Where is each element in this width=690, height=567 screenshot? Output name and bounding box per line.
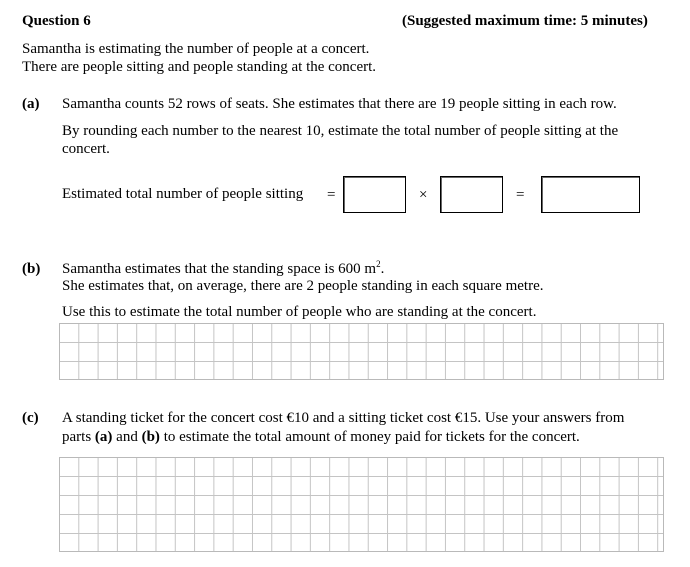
rounded-rows-input-box[interactable] (343, 176, 406, 213)
squared-superscript: 2 (376, 259, 381, 269)
part-a-line-3: concert. (62, 141, 110, 157)
part-c-label: (c) (22, 410, 39, 426)
part-a-reference: (a) (94, 429, 113, 445)
part-c-line-2-prefix: parts (62, 429, 95, 445)
estimated-sitting-total-input-box[interactable] (541, 176, 640, 213)
part-b-line-2: She estimates that, on average, there are 2 people standing in each square metre. (62, 278, 544, 294)
question-title: Question 6 (22, 13, 91, 29)
times-sign: × (419, 187, 428, 203)
intro-line-2: There are people sitting and people standing at the concert. (22, 59, 377, 75)
estimated-sitting-label: Estimated total number of people sitting (62, 186, 304, 202)
rounded-people-per-row-input-box[interactable] (440, 176, 503, 213)
part-b-reference: (b) (141, 429, 160, 445)
part-b-line-1-period: . (380, 261, 385, 277)
equals-sign-2: = (516, 187, 525, 203)
part-b-line-1 (62, 260, 384, 278)
suggested-time: (Suggested maximum time: 5 minutes) (402, 13, 648, 29)
part-b-line-1-text: Samantha estimates that the standing space is 600 m (62, 261, 377, 277)
intro-line-1: Samantha is estimating the number of people at a concert. (22, 41, 370, 57)
part-c-line-2-and: and (112, 429, 142, 445)
part-c-line-2 (62, 428, 580, 446)
part-b-working-grid[interactable] (59, 323, 664, 380)
equals-sign: = (327, 187, 336, 203)
part-c-line-2-suffix: to estimate the total amount of money paid for tickets for the concert. (159, 429, 580, 445)
part-c-line-1: A standing ticket for the concert cost €10 and a sitting ticket cost €15. Use your answers from (62, 410, 625, 426)
part-b-label: (b) (22, 261, 41, 277)
part-c-working-grid[interactable] (59, 457, 664, 552)
part-a-label: (a) (22, 96, 40, 112)
part-b-line-3: Use this to estimate the total number of people who are standing at the concert. (62, 304, 537, 320)
part-a-line-1: Samantha counts 52 rows of seats. She estimates that there are 19 people sitting in each row. (62, 96, 617, 112)
part-a-line-2: By rounding each number to the nearest 10, estimate the total number of people sitting at the (62, 123, 619, 139)
